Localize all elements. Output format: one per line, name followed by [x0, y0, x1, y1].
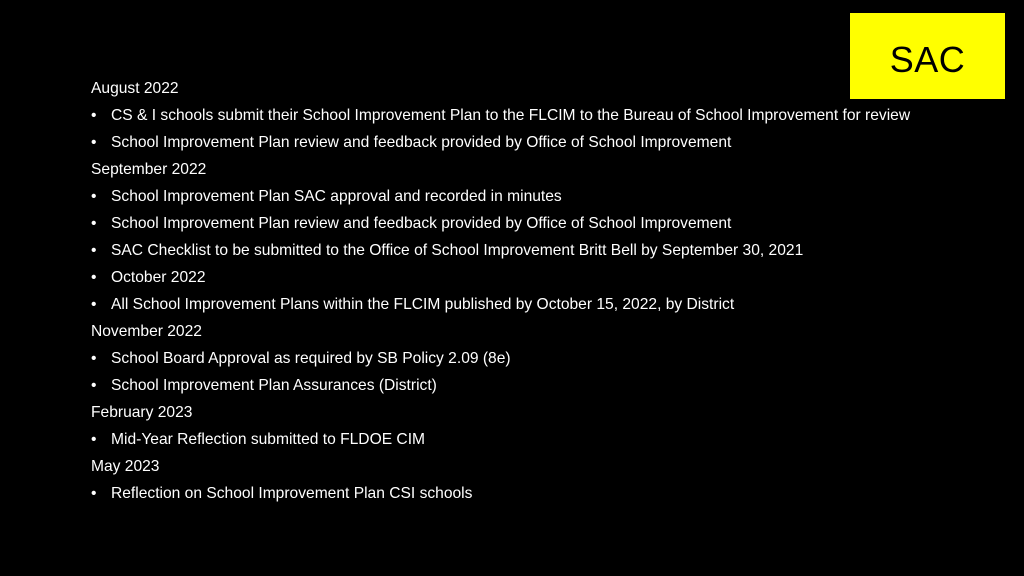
bullet-icon: • [91, 350, 97, 367]
list-item [91, 345, 971, 372]
bullet-icon: • [91, 377, 97, 394]
list-item-text: School Board Approval as required by SB Policy 2.09 (8e) [111, 350, 511, 367]
list-item [91, 426, 971, 453]
bullet-icon: • [91, 188, 97, 205]
list-item [91, 210, 971, 237]
list-item-text: School Improvement Plan review and feedback provided by Office of School Improvement [111, 134, 732, 151]
list-item [91, 291, 971, 318]
bullet-icon: • [91, 242, 97, 259]
bullet-icon: • [91, 134, 97, 151]
bullet-icon: • [91, 296, 97, 313]
list-item-text: School Improvement Plan Assurances (District) [111, 377, 437, 394]
list-item-text: October 2022 [111, 269, 206, 286]
list-item [91, 129, 971, 156]
list-item [91, 264, 971, 291]
list-item [91, 102, 971, 129]
bullet-icon: • [91, 485, 97, 502]
list-item-text: School Improvement Plan SAC approval and recorded in minutes [111, 188, 562, 205]
list-item-text: CS & I schools submit their School Improvement Plan to the FLCIM to the Bureau of School Improvement for review [111, 107, 911, 124]
list-item [91, 183, 971, 210]
list-item-text: All School Improvement Plans within the FLCIM published by October 15, 2022, by District [111, 296, 735, 313]
bullet-icon: • [91, 431, 97, 448]
bullet-icon: • [91, 107, 97, 124]
list-item [91, 372, 971, 399]
badge-label: SAC [889, 39, 966, 80]
list-item-text: School Improvement Plan review and feedback provided by Office of School Improvement [111, 215, 732, 232]
timeline-list [91, 75, 971, 507]
month-heading-november-2022: November 2022 [91, 323, 202, 340]
month-heading-august-2022: August 2022 [91, 80, 179, 97]
bullet-icon: • [91, 215, 97, 232]
list-item-text: SAC Checklist to be submitted to the Office of School Improvement Britt Bell by September 30, 2021 [111, 242, 804, 259]
bullet-icon: • [91, 269, 97, 286]
list-item [91, 237, 971, 264]
month-heading-may-2023: May 2023 [91, 458, 160, 475]
month-heading-september-2022: September 2022 [91, 161, 207, 178]
list-item-text: Mid-Year Reflection submitted to FLDOE CIM [111, 431, 426, 448]
month-heading-february-2023: February 2023 [91, 404, 193, 421]
list-item [91, 480, 971, 507]
list-item-text: Reflection on School Improvement Plan CSI schools [111, 485, 473, 502]
